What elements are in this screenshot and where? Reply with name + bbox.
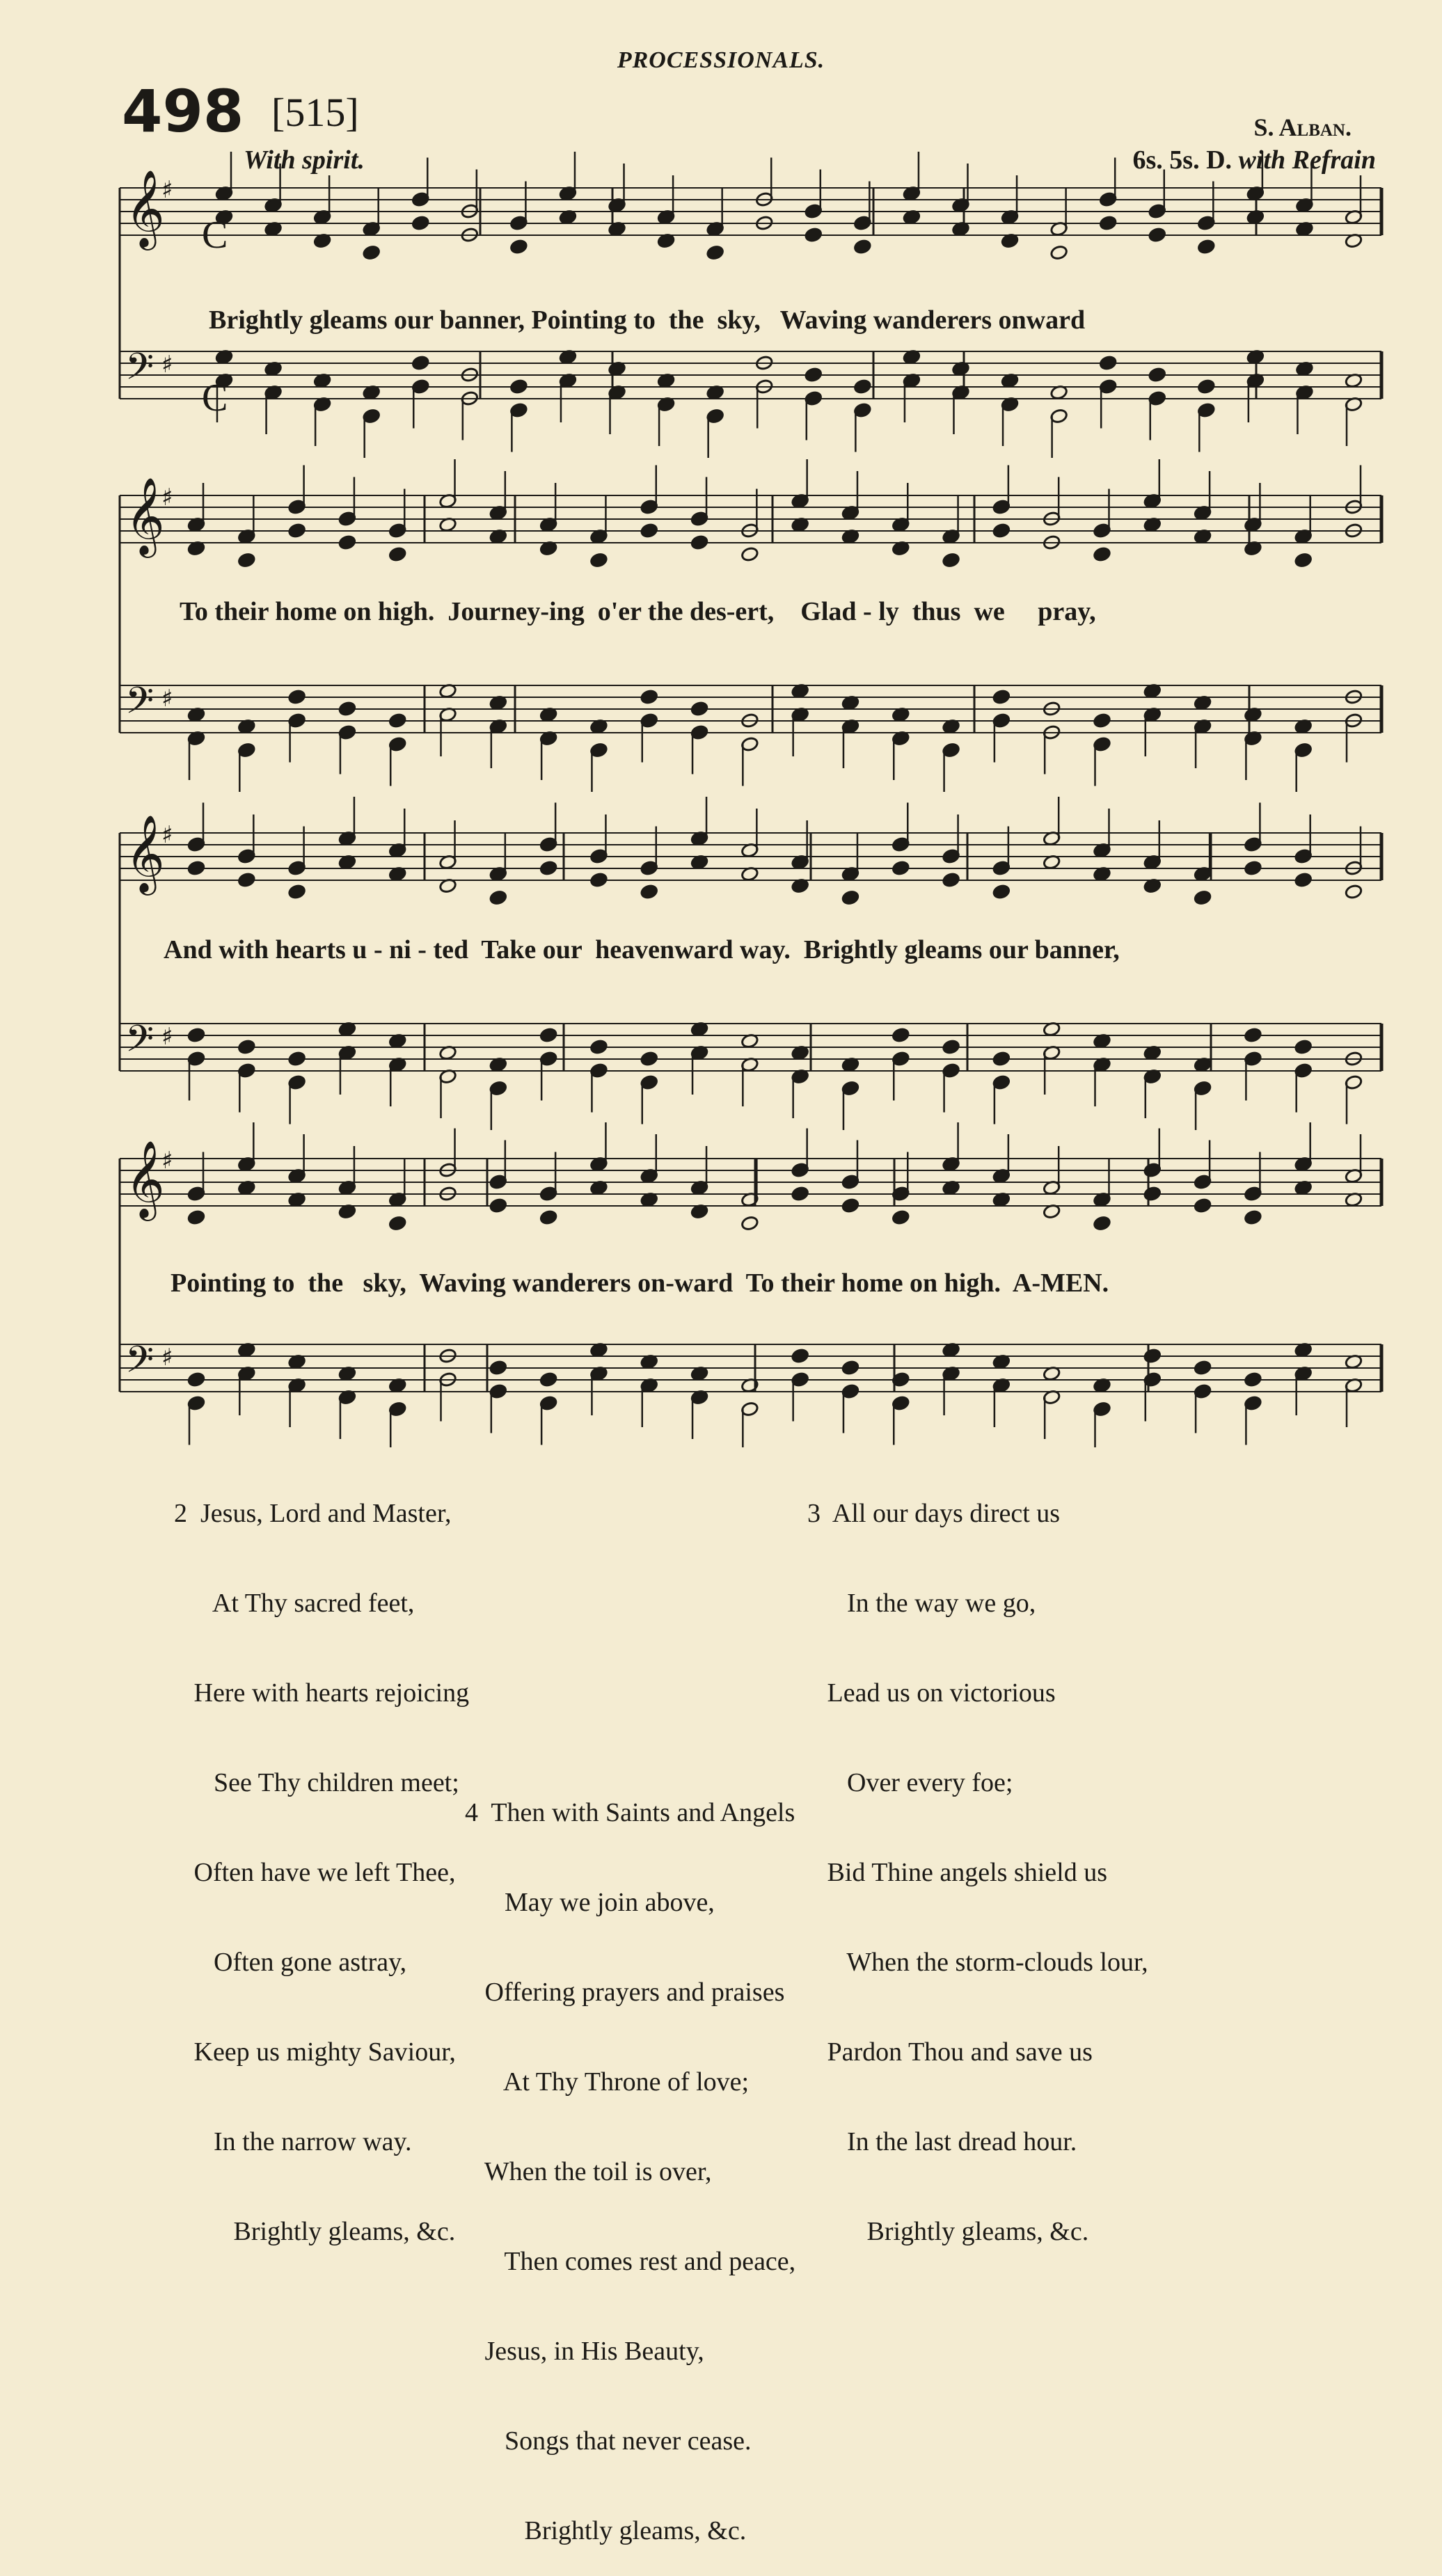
note-head: [589, 552, 608, 569]
verse-line: When the storm-clouds lour,: [807, 1948, 1148, 1977]
note-head: [1093, 546, 1111, 562]
note-head: [539, 1372, 557, 1388]
note-head: [740, 1216, 759, 1232]
note-head: [1197, 379, 1215, 395]
verse-line: In the last dread hour.: [807, 2127, 1077, 2156]
common-time-icon: C: [202, 376, 228, 420]
note-head: [853, 379, 871, 395]
note-head: [509, 239, 528, 255]
lyric-line-4: Pointing to the sky, Waving wanderers on-ward To their home on high. A-MEN.: [171, 1269, 1109, 1298]
treble-clef-icon: 𝄞: [125, 1140, 165, 1218]
note-head: [1148, 227, 1166, 243]
note-head: [411, 355, 429, 371]
note-head: [1143, 1348, 1162, 1364]
note-head: [1294, 552, 1313, 569]
note-head: [1099, 355, 1117, 371]
tempo-marking: With spirit.: [244, 145, 365, 175]
note-head: [489, 1198, 507, 1214]
verse-line: 4 Then with Saints and Angels: [465, 1798, 795, 1827]
note-head: [992, 689, 1011, 705]
lyric-line-1: Brightly gleams our banner, Pointing to the sky, Waving wanderers onward: [209, 305, 1086, 335]
note-head: [187, 860, 205, 876]
note-head: [1345, 884, 1363, 900]
bass-clef-icon: 𝄢: [125, 1018, 154, 1070]
verse-line: Here with hearts rejoicing: [174, 1678, 470, 1708]
note-head: [640, 523, 658, 539]
note-head: [1244, 1372, 1262, 1388]
note-head: [388, 713, 406, 729]
verse-line: Bid Thine angels shield us: [807, 1858, 1107, 1887]
note-head: [791, 1186, 809, 1202]
note-head: [740, 546, 759, 562]
bass-clef-icon: 𝄢: [125, 1339, 154, 1390]
verse-line: Offering prayers and praises: [465, 1978, 785, 2007]
lyric-line-2: To their home on high. Journey-ing o'er the des-ert, Glad - ly thus we pray,: [180, 597, 1096, 626]
note-head: [1294, 1039, 1313, 1055]
meter-suffix: with Refrain: [1238, 145, 1376, 175]
verse-line: When the toil is over,: [465, 2157, 712, 2186]
note-head: [1093, 713, 1111, 729]
note-head: [489, 1360, 507, 1376]
verse-line: Lead us on victorious: [807, 1678, 1056, 1708]
note-head: [1194, 890, 1212, 906]
note-head: [237, 552, 255, 569]
verse-line: In the narrow way.: [174, 2127, 412, 2156]
note-head: [1197, 239, 1215, 255]
note-head: [1294, 872, 1313, 888]
note-head: [841, 890, 859, 906]
note-head: [509, 379, 528, 395]
note-head: [1194, 1198, 1212, 1214]
note-head: [187, 1027, 205, 1043]
note-head: [539, 1209, 557, 1225]
note-head: [187, 1372, 205, 1388]
note-head: [288, 689, 306, 705]
note-head: [640, 1051, 658, 1067]
note-head: [892, 860, 910, 876]
note-head: [1244, 1209, 1262, 1225]
note-head: [338, 701, 356, 717]
verse-line: Then comes rest and peace,: [465, 2247, 796, 2276]
note-head: [841, 1360, 859, 1376]
note-head: [589, 872, 608, 888]
note-head: [237, 1039, 255, 1055]
note-head: [690, 534, 708, 550]
note-head: [288, 1051, 306, 1067]
verse-line: 2 Jesus, Lord and Master,: [174, 1499, 452, 1528]
note-head: [992, 1051, 1011, 1067]
hymn-number: 498: [122, 77, 244, 145]
note-head: [805, 367, 823, 383]
note-head: [853, 239, 871, 255]
note-head: [1194, 1360, 1212, 1376]
verse-line: Over every foe;: [807, 1768, 1013, 1797]
sharp-icon: ♯: [161, 1344, 173, 1372]
verse-line: In the way we go,: [807, 1589, 1036, 1618]
lyric-line-3: And with hearts u - ni - ted Take our heavenward way. Brightly gleams our banner,: [164, 935, 1120, 964]
note-head: [288, 884, 306, 900]
note-head: [992, 523, 1011, 539]
bass-clef-icon: 𝄢: [125, 680, 154, 731]
note-head: [411, 215, 429, 231]
verse-line: Brightly gleams, &c.: [807, 2217, 1089, 2246]
verse-line: Songs that never cease.: [465, 2426, 752, 2456]
note-head: [187, 1209, 205, 1225]
note-head: [1143, 1186, 1162, 1202]
note-head: [942, 872, 960, 888]
note-head: [942, 552, 960, 569]
note-head: [1244, 1027, 1262, 1043]
note-head: [805, 227, 823, 243]
verse-line: Often gone astray,: [174, 1948, 407, 1977]
sharp-icon: ♯: [161, 351, 173, 379]
note-head: [1093, 1216, 1111, 1232]
note-head: [942, 1039, 960, 1055]
note-head: [992, 884, 1011, 900]
bass-clef-icon: 𝄢: [125, 346, 154, 397]
verse-line: Keep us mighty Saviour,: [174, 2037, 456, 2067]
note-head: [539, 1027, 557, 1043]
treble-clef-icon: 𝄞: [125, 169, 165, 247]
verse-line: Brightly gleams, &c.: [465, 2516, 747, 2545]
treble-clef-icon: 𝄞: [125, 477, 165, 555]
note-head: [690, 701, 708, 717]
note-head: [539, 860, 557, 876]
note-head: [388, 546, 406, 562]
verse-line: At Thy sacred feet,: [174, 1589, 415, 1618]
note-head: [1099, 215, 1117, 231]
verse-line: Often have we left Thee,: [174, 1858, 456, 1887]
note-head: [841, 1198, 859, 1214]
verse-line: At Thy Throne of love;: [465, 2067, 750, 2097]
verse-line: Jesus, in His Beauty,: [465, 2337, 704, 2366]
note-head: [388, 1216, 406, 1232]
verse-3: [807, 1439, 1148, 2277]
note-head: [791, 1348, 809, 1364]
note-head: [892, 1209, 910, 1225]
meter-text: 6s. 5s. D.: [1132, 145, 1233, 175]
note-head: [589, 1039, 608, 1055]
sharp-icon: ♯: [161, 176, 173, 204]
verse-4: [465, 1738, 795, 2576]
note-head: [892, 1027, 910, 1043]
note-head: [1148, 367, 1166, 383]
verse-line: 3 All our days direct us: [807, 1499, 1061, 1528]
verse-line: Brightly gleams, &c.: [174, 2217, 456, 2246]
sharp-icon: ♯: [161, 1147, 173, 1175]
common-time-icon: C: [202, 214, 228, 257]
treble-clef-icon: 𝄞: [125, 814, 165, 892]
sharp-icon: ♯: [161, 821, 173, 849]
hymn-alt-number: [515]: [271, 90, 359, 135]
note-head: [489, 890, 507, 906]
note-head: [640, 689, 658, 705]
verse-2: [174, 1439, 469, 2277]
tune-name: S. Alban.: [1253, 113, 1352, 141]
verse-line: See Thy children meet;: [174, 1768, 459, 1797]
note-head: [288, 523, 306, 539]
note-head: [1244, 860, 1262, 876]
section-header: PROCESSIONALS.: [617, 47, 825, 73]
note-head: [237, 872, 255, 888]
verse-line: May we join above,: [465, 1888, 715, 1917]
note-head: [338, 534, 356, 550]
note-head: [640, 884, 658, 900]
sharp-icon: ♯: [161, 484, 173, 511]
sharp-icon: ♯: [161, 685, 173, 713]
note-head: [1050, 245, 1068, 261]
sharp-icon: ♯: [161, 1023, 173, 1051]
note-head: [363, 245, 381, 261]
note-head: [706, 245, 724, 261]
verse-line: Pardon Thou and save us: [807, 2037, 1093, 2067]
